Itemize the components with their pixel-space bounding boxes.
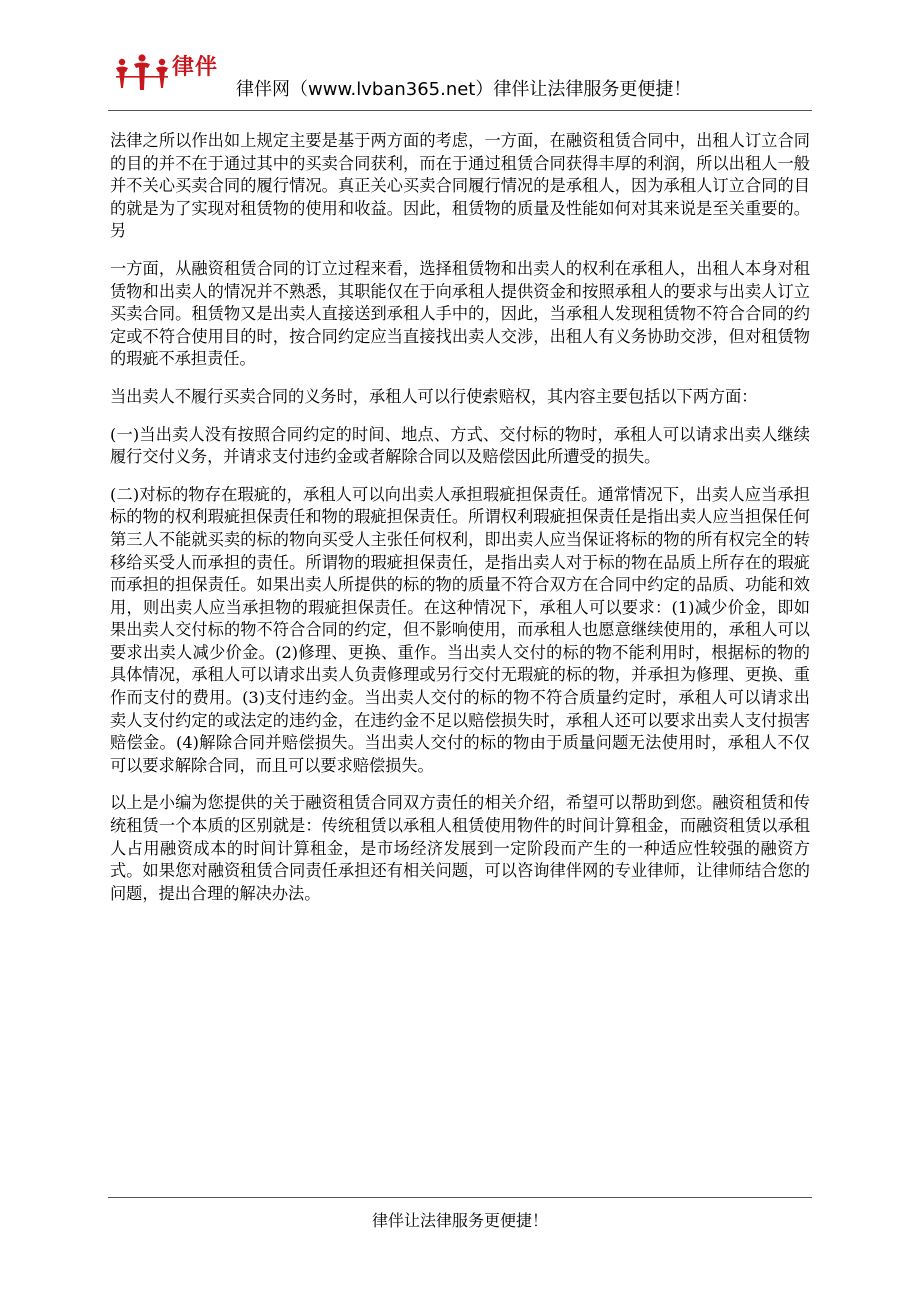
- paragraph-5: (二)对标的物存在瑕疵的，承租人可以向出卖人承担瑕疵担保责任。通常情况下，出卖人应当承担标的物的权利瑕疵担保责任和物的瑕疵担保责任。所谓权利瑕疵担保责任是指出卖人应当担保任何第三人不能就买卖的标的物向买受人主张任何权利，即出卖人应当保证将标的物的所有权完全的转移给买受人而承担的责任。所谓物的瑕疵担保责任，是指出卖人对于标的物在品质上所存在的瑕疵而承担的担保责任。如果出卖人所提供的标的物的质量不符合双方在合同中约定的品质、功能和效用，则出卖人应当承担物的瑕疵担保责任。在这种情况下，承租人可以要求：(1)减少价金，即如果出卖人交付标的物不符合合同的约定，但不影响使用，而承租人也愿意继续使用的，承租人可以要求出卖人减少价金。(2)修理、更换、重作。当出卖人交付的标的物不能利用时，根据标的物的具体情况，承租人可以请求出卖人负责修理或另行交付无瑕疵的标的物，并承担为修理、更换、重作而支付的费用。(3)支付违约金。当出卖人交付的标的物不符合质量约定时，承租人可以请求出卖人支付约定的或法定的违约金，在违约金不足以赔偿损失时，承租人还可以要求出卖人支付损害赔偿金。(4)解除合同并赔偿损失。当出卖人交付的标的物由于质量问题无法使用时，承租人不仅可以要求解除合同，而且可以要求赔偿损失。: [110, 484, 810, 775]
- header-slogan: 律伴网（www.lvban365.net）律伴让法律服务更便捷！: [236, 79, 692, 100]
- paragraph-4: (一)当出卖人没有按照合同约定的时间、地点、方式、交付标的物时，承租人可以请求出卖人继续履行交付义务，并请求支付违约金或者解除合同以及赔偿因此所遭受的损失。: [110, 424, 810, 467]
- header-divider: [108, 110, 812, 111]
- article-body: [110, 130, 810, 920]
- paragraph-6: 以上是小编为您提供的关于融资租赁合同双方责任的相关介绍，希望可以帮助到您。融资租赁和传统租赁一个本质的区别就是：传统租赁以承租人租赁使用物件的时间计算租金，而融资租赁以承租人占用融资成本的时间计算租金，是市场经济发展到一定阶段而产生的一种适应性较强的融资方式。如果您对融资租赁合同责任承担还有相关问题，可以咨询律伴网的专业律师，让律师结合您的问题，提出合理的解决办法。: [110, 793, 810, 903]
- footer-divider: [108, 1197, 812, 1198]
- paragraph-1: 法律之所以作出如上规定主要是基于两方面的考虑，一方面，在融资租赁合同中，出租人订立合同的目的并不在于通过其中的买卖合同获利，而在于通过租赁合同获得丰厚的利润，所以出租人一般并不关心买卖合同的履行情况。真正关心买卖合同履行情况的是承租人，因为承租人订立合同的目的就是为了实现对租赁物的使用和收益。因此，租赁物的质量及性能如何对其来说是至关重要的。另: [110, 131, 810, 241]
- paragraph-2: 一方面，从融资租赁合同的订立过程来看，选择租赁物和出卖人的权利在承租人，出租人本身对租赁物和出卖人的情况并不熟悉，其职能仅在于向承租人提供资金和按照承租人的要求与出卖人订立买卖合同。租赁物又是出卖人直接送到承租人手中的，因此，当承租人发现租赁物不符合合同的约定或不符合使用目的时，按合同约定应当直接找出卖人交涉，出租人有义务协助交涉，但对租赁物的瑕疵不承担责任。: [110, 258, 810, 369]
- footer-slogan: 律伴让法律服务更便捷！: [371, 1211, 548, 1230]
- paragraph-3: 当出卖人不履行买卖合同的义务时，承租人可以行使索赔权，其内容主要包括以下两方面：: [110, 386, 758, 406]
- logo-text: 律伴: [172, 55, 219, 80]
- page-header: [108, 44, 812, 110]
